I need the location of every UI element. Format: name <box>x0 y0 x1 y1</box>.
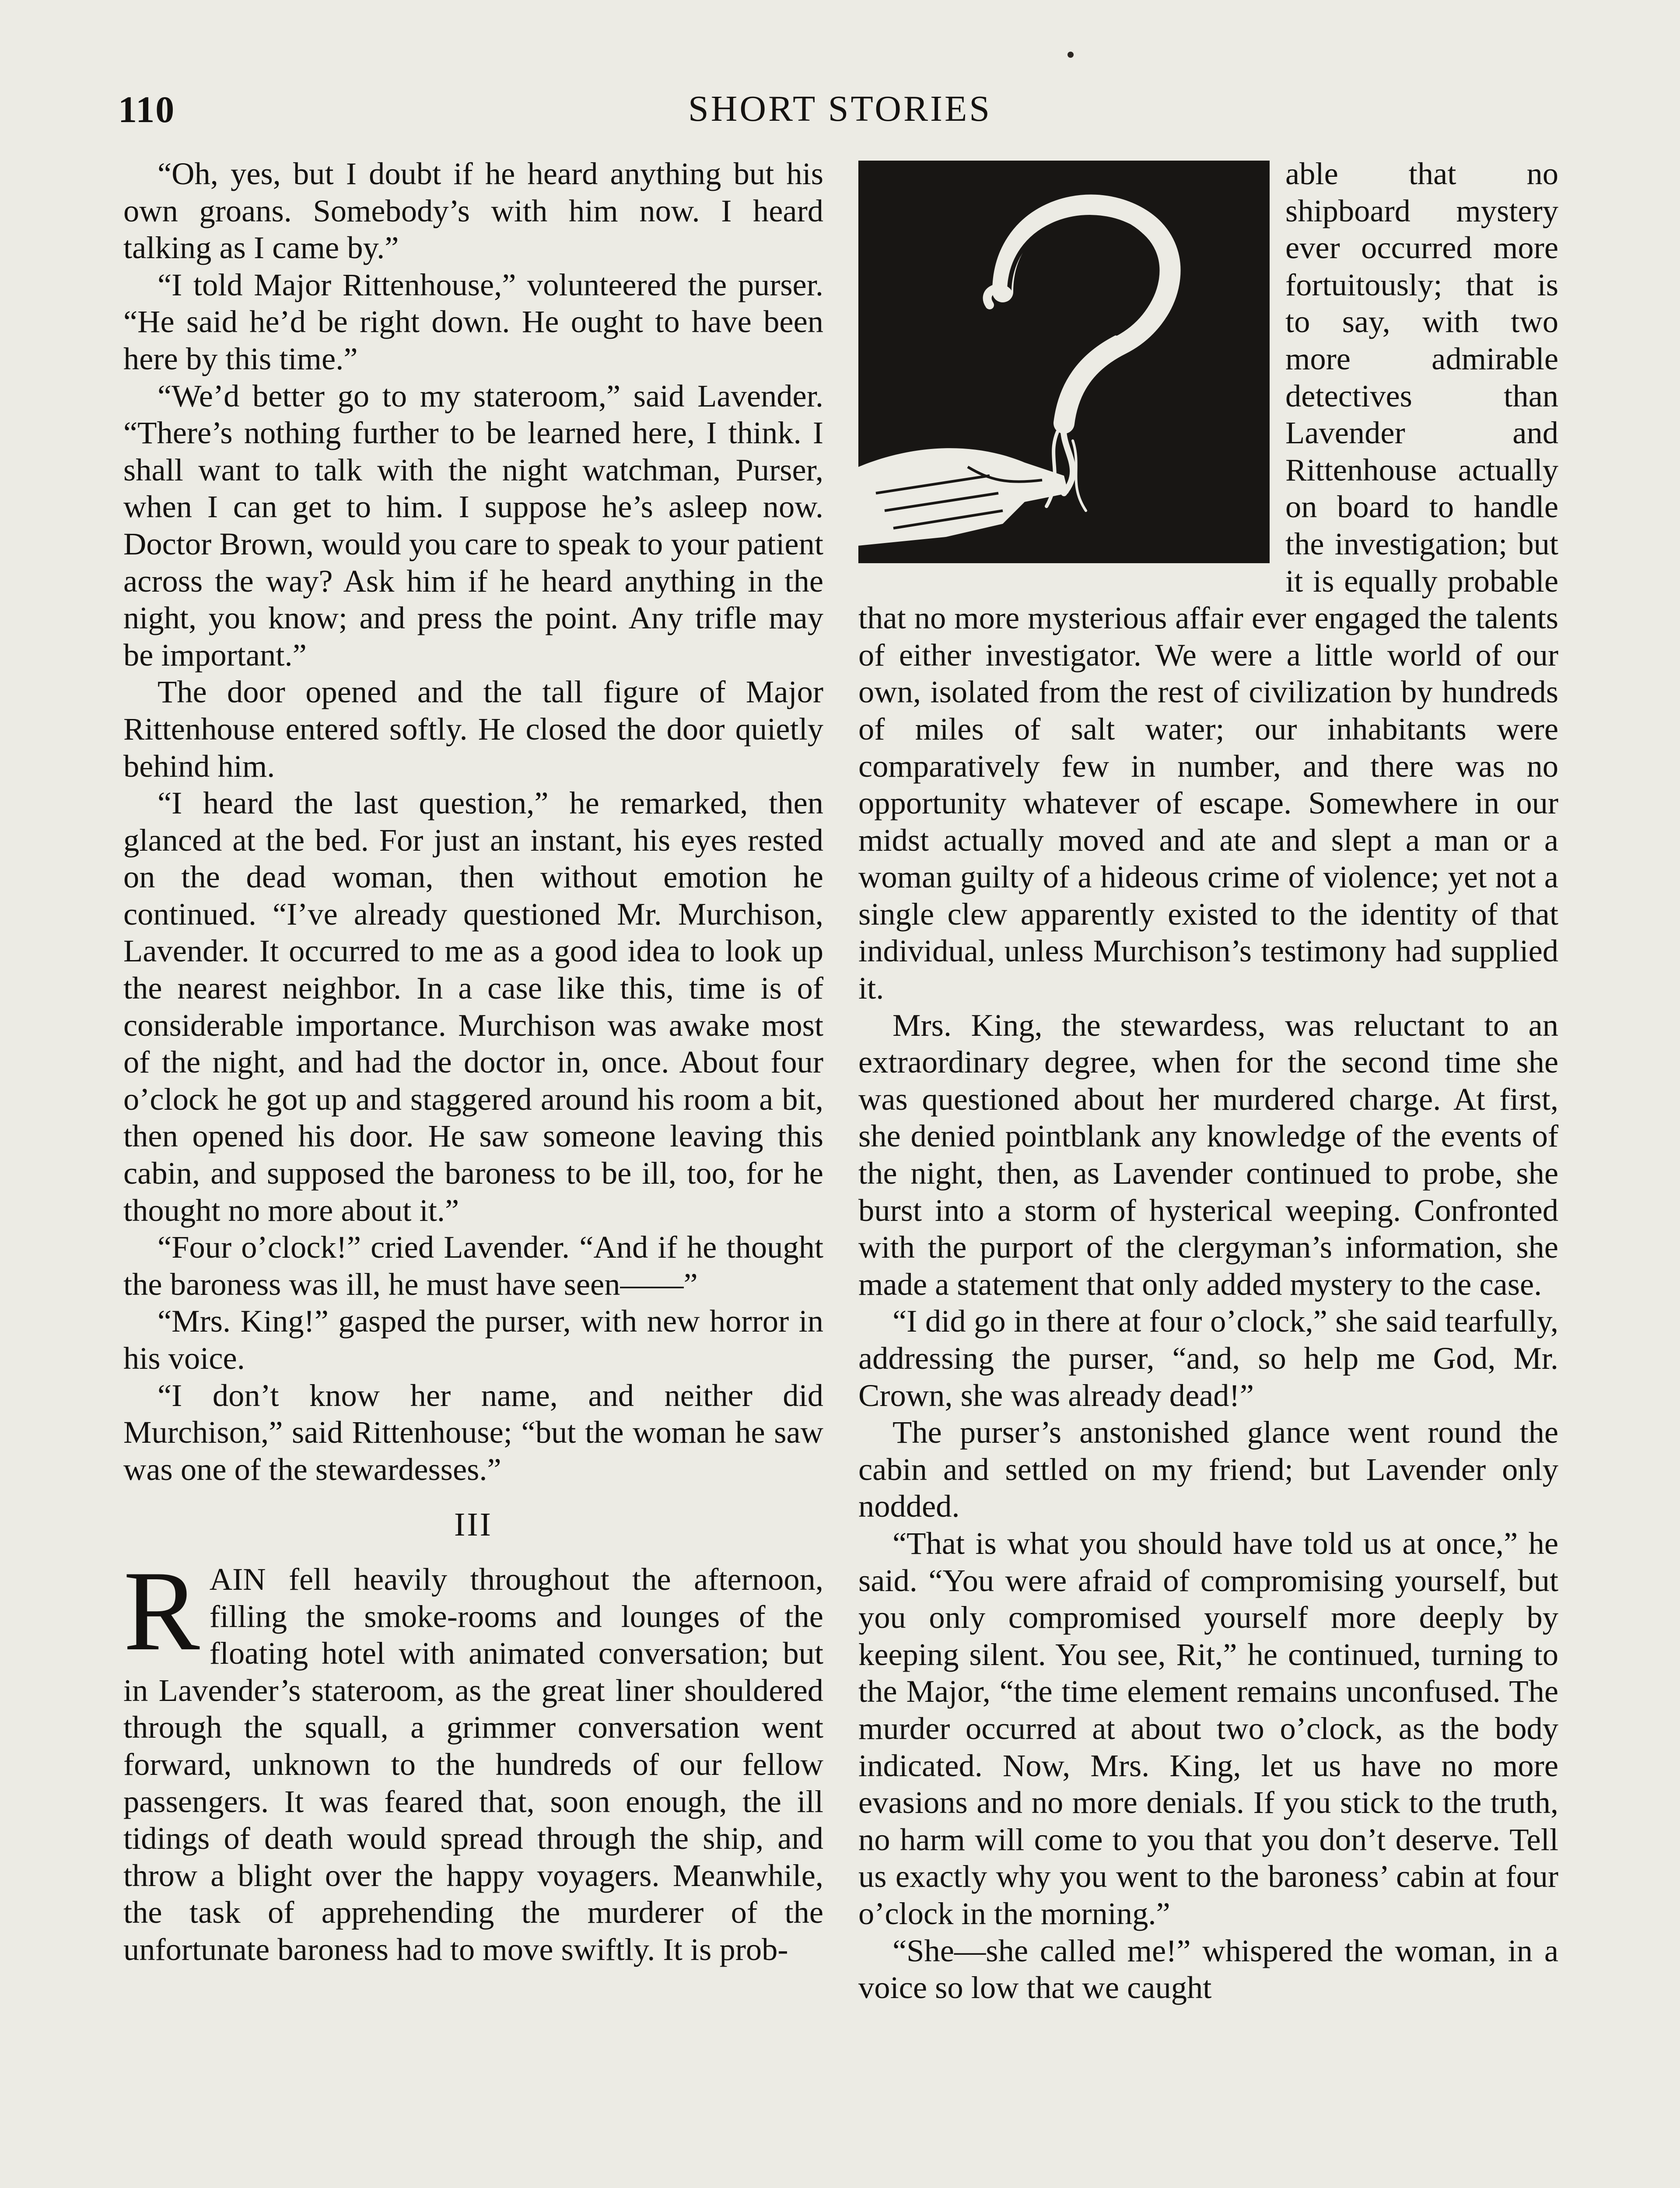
paragraph: “Oh, yes, but I doubt if he heard anything but his own groans. Somebody’s with him now. I heard talking as I came by.” <box>123 156 823 266</box>
paragraph: “That is what you should have told us at once,” he said. “You were afraid of compromising yourself, but you only compromised yourself more deeply by keeping silent. You see, Rit,” he continued, turning to the Major, “the time element remains unconfused. The murder occurred at about two o’clock, as the body indicated. Now, Mrs. King, let us have no more evasions and no more denials. If you stick to the truth, no harm will come to you that you don’t deserve. Tell us exactly why you went to the baroness’ cabin at four o’clock in the morning.” <box>858 1525 1558 1931</box>
ink-speck <box>1068 52 1074 58</box>
paragraph: “We’d better go to my stateroom,” said Lavender. “There’s nothing further to be learned here, I think. I shall want to talk with the night watchman, Purser, when I can get to him. I suppose he’s asleep now. Doctor Brown, would you care to speak to your patient across the way? Ask him if he heard anything in the night, you know; and press the point. Any trifle may be important.” <box>123 378 823 673</box>
paragraph: “I told Major Rittenhouse,” volunteered the purser. “He said he’d be right down. He ought to have been here by this time.” <box>123 266 823 376</box>
running-head: SHORT STORIES <box>688 88 992 129</box>
drop-cap: R <box>123 1547 200 1674</box>
question-mark-smoke-hand-illustration <box>858 161 1270 563</box>
section-opening-text: AIN fell heavily throughout the afternoon, filling the smoke-rooms and lounges of the floating hotel with animated conversation; but in Lavender’s stateroom, as the great liner shouldered through the squall, a grimmer conversation went forward, unknown to the hundreds of our fellow passengers. It was feared that, soon enough, the ill tidings of death would spread through the ship, and throw a blight over the happy voyagers. Meanwhile, the task of apprehending the murderer of the unfortunate baroness had to move swiftly. It is prob- <box>123 1561 823 1967</box>
page-header <box>118 88 1562 136</box>
continuation-paragraph <box>858 155 1558 1007</box>
paragraph: “She—she called me!” whispered the woman, in a voice so low that we caught <box>858 1932 1558 2006</box>
page-number: 110 <box>118 88 175 130</box>
paragraph: The door opened and the tall figure of Major Rittenhouse entered softly. He closed the door quietly behind him. <box>123 674 823 784</box>
paragraph: “Mrs. King!” gasped the purser, with new horror in his voice. <box>123 1303 823 1376</box>
paragraph: The purser’s anstonished glance went round the cabin and settled on my friend; but Lavender only nodded. <box>858 1414 1558 1524</box>
left-column <box>123 155 823 1968</box>
paragraph: “I don’t know her name, and neither did Murchison,” said Rittenhouse; “but the woman he saw was one of the stewardesses.” <box>123 1377 823 1487</box>
paragraph: Mrs. King, the stewardess, was reluctant to an extraordinary degree, when for the second time she was questioned about her murdered charge. At first, she denied pointblank any knowledge of the events of the night, then, as Lavender continued to probe, she burst into a storm of hysterical weeping. Confronted with the purport of the clergyman’s information, she made a statement that only added mystery to the case. <box>858 1007 1558 1302</box>
paragraph: “I did go in there at four o’clock,” she said tearfully, addressing the purser, “and, so help me God, Mr. Crown, she was already dead!” <box>858 1303 1558 1413</box>
paragraph: “I heard the last question,” he remarked, then glanced at the bed. For just an instant, his eyes rested on the dead woman, then without emotion he continued. “I’ve already questioned Mr. Murchison, Lavender. It occurred to me as a good idea to look up the nearest neighbor. In a case like this, time is of considerable importance. Murchison was awake most of the night, and had the doctor in, once. About four o’clock he got up and staggered around his room a bit, then opened his door. He saw someone leaving this cabin, and supposed the baroness to be ill, too, for he thought no more about it.” <box>123 785 823 1228</box>
illustration-drawing <box>858 161 1270 563</box>
section-opening-paragraph <box>123 1547 823 1968</box>
right-column <box>858 155 1558 2006</box>
paragraph: “Four o’clock!” cried Lavender. “And if he thought the baroness was ill, he must have seen——” <box>123 1229 823 1302</box>
continuation-text: able that no shipboard mystery ever occurred more fortuitously; that is to say, with two more admirable detectives than Lavender and Rittenhouse actually on board to handle the investigation; but it is equally probable that no more mysterious affair ever engaged the talents of either investigator. We were a little world of our own, isolated from the rest of civilization by hundreds of miles of salt water; our inhabitants were comparatively few in number, and there was no opportunity whatever of escape. Somewhere in our midst actually moved and ate and slept a man or a woman guilty of a hideous crime of violence; yet not a single clew apparently existed to the identity of that individual, unless Murchison’s testimony had supplied it. <box>858 156 1558 1006</box>
section-heading: III <box>454 1506 493 1543</box>
